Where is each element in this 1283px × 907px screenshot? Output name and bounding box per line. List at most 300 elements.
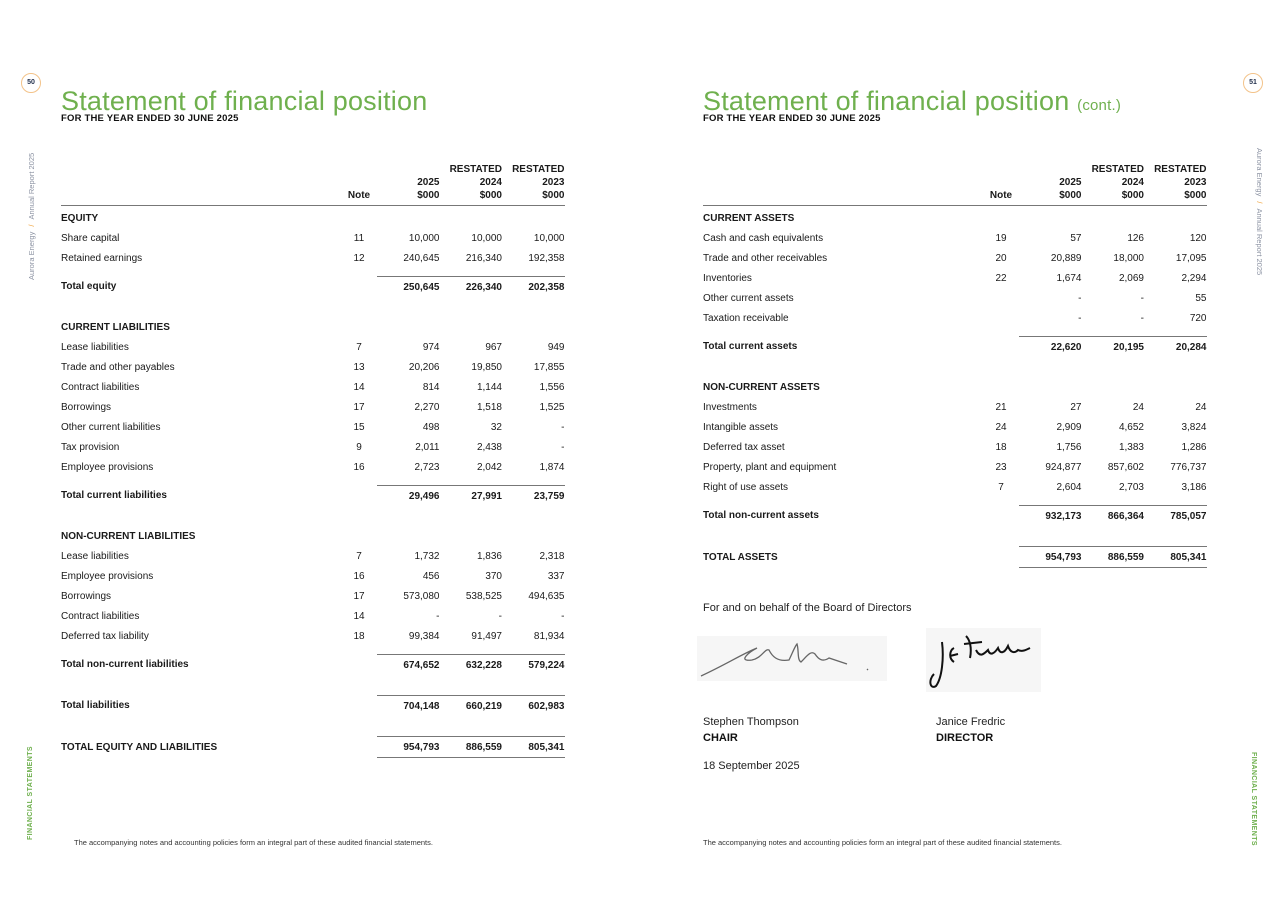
header-2023	[502, 163, 565, 206]
table-row	[61, 248, 565, 268]
value-2025: 27	[1070, 401, 1082, 413]
empty-cell	[1144, 208, 1207, 228]
value-2023: 337	[547, 570, 565, 582]
table-row	[703, 477, 1207, 497]
line-item-label: Contract liabilities	[61, 610, 140, 622]
row-spacer	[703, 497, 1207, 506]
header-label	[61, 163, 341, 206]
value-2025: 2,011	[415, 441, 440, 453]
value-2024: 19,850	[471, 361, 502, 373]
line-item-label: Other current liabilities	[61, 421, 161, 433]
line-item-label: Trade and other payables	[61, 361, 175, 373]
table-row	[703, 308, 1207, 328]
total-2024: 632,228	[440, 655, 503, 676]
total-label: Total current assets	[703, 341, 798, 353]
empty-cell	[1144, 377, 1207, 397]
assets-table-body	[703, 206, 1207, 568]
spacer-cell	[341, 506, 377, 526]
total-2025: 954,793	[1019, 547, 1082, 568]
value-2025: 2,909	[1056, 421, 1082, 433]
empty-cell	[1019, 208, 1082, 228]
value-2023: 1,286	[1181, 441, 1207, 453]
table-row	[61, 457, 565, 477]
empty-cell	[341, 526, 377, 546]
spacer-cell	[1082, 497, 1145, 506]
line-item-note: 24	[995, 421, 1007, 433]
line-item-note: 17	[353, 401, 365, 413]
signer-role-director: DIRECTOR	[936, 732, 994, 744]
value-2023: 1,874	[539, 461, 565, 473]
line-item-label: Other current assets	[703, 292, 794, 304]
spacer-cell	[1082, 328, 1145, 337]
table-header	[703, 163, 1207, 206]
header-note: Note	[983, 163, 1019, 206]
table-row	[61, 357, 565, 377]
spacer-cell	[341, 268, 377, 277]
page-number-badge: 50	[21, 73, 41, 93]
value-2025: -	[1078, 292, 1082, 304]
value-2024: 1,383	[1118, 441, 1144, 453]
total-2024: 27,991	[440, 486, 503, 507]
total-2024: 886,559	[440, 737, 503, 758]
brand-report: Annual Report 2025	[1255, 208, 1264, 276]
header-label	[703, 163, 983, 206]
row-spacer	[61, 477, 565, 486]
chair-signature	[697, 636, 887, 681]
header-2024	[1082, 163, 1145, 206]
spacer-cell	[1019, 357, 1082, 377]
value-2023: 1,556	[539, 381, 565, 393]
spacer-cell	[377, 268, 440, 277]
line-item-label: Trade and other receivables	[703, 252, 828, 264]
value-2023: -	[561, 441, 565, 453]
section-heading: CURRENT ASSETS	[703, 212, 795, 224]
header-2025-line2: 2025	[1059, 177, 1082, 188]
value-2025: 2,723	[414, 461, 440, 473]
value-2023: 17,855	[533, 361, 565, 373]
spacer-cell	[1144, 328, 1207, 337]
row-spacer	[61, 506, 565, 526]
value-2025: 2,604	[1056, 481, 1082, 493]
spacer-cell	[502, 477, 565, 486]
line-item-note: 20	[995, 252, 1007, 264]
table-row	[61, 626, 565, 646]
line-item-label: Retained earnings	[61, 252, 143, 264]
spacer-cell	[983, 357, 1019, 377]
empty-cell	[1082, 208, 1145, 228]
row-spacer	[703, 357, 1207, 377]
table-row	[61, 377, 565, 397]
spacer-cell	[440, 646, 503, 655]
table-row	[703, 288, 1207, 308]
director-signature	[926, 628, 1041, 692]
value-2023: 776,737	[1170, 461, 1207, 473]
value-2023: 55	[1195, 292, 1207, 304]
header-2024	[440, 163, 503, 206]
total-label: Total liabilities	[61, 700, 130, 712]
total-2024: 660,219	[440, 696, 503, 717]
empty-cell	[983, 377, 1019, 397]
total-2025: 674,652	[377, 655, 440, 676]
line-item-label: Cash and cash equivalents	[703, 232, 824, 244]
total-2024: 226,340	[440, 277, 503, 298]
empty-cell	[983, 337, 1019, 358]
header-2025-line2: 2025	[417, 177, 440, 188]
header-2025-line3: $000	[1059, 190, 1082, 201]
line-item-label: Borrowings	[61, 401, 112, 413]
line-item-note: 15	[353, 421, 365, 433]
line-item-label: Deferred tax liability	[61, 630, 149, 642]
line-item-label: Inventories	[703, 272, 752, 284]
spacer-cell	[440, 506, 503, 526]
spacer-cell	[61, 477, 341, 486]
total-2023: 602,983	[502, 696, 565, 717]
spacer-cell	[377, 477, 440, 486]
value-2025: 2,270	[414, 401, 440, 413]
line-item-note: 14	[353, 610, 365, 622]
value-2025: 924,877	[1045, 461, 1082, 473]
header-2023	[1144, 163, 1207, 206]
line-item-note: 9	[356, 441, 362, 453]
spacer-cell	[61, 646, 341, 655]
line-item-label: Tax provision	[61, 441, 120, 453]
row-spacer	[703, 526, 1207, 547]
total-2025: 704,148	[377, 696, 440, 717]
empty-cell	[440, 208, 503, 228]
spacer-cell	[502, 716, 565, 737]
total-2025: 954,793	[377, 737, 440, 758]
spacer-cell	[341, 477, 377, 486]
value-2023: 10,000	[533, 232, 565, 244]
spacer-cell	[341, 297, 377, 317]
section-heading: NON-CURRENT LIABILITIES	[61, 530, 196, 542]
section-heading: CURRENT LIABILITIES	[61, 321, 170, 333]
line-item-label: Lease liabilities	[61, 341, 129, 353]
page-title-text: Statement of financial position	[703, 86, 1070, 117]
spacer-cell	[983, 526, 1019, 547]
brand-separator: /	[1255, 201, 1264, 204]
spacer-cell	[983, 328, 1019, 337]
section-heading: EQUITY	[61, 212, 99, 224]
section-heading-row	[703, 208, 1207, 228]
total-label: Total non-current assets	[703, 510, 819, 522]
spacer-cell	[1019, 328, 1082, 337]
total-row	[61, 486, 565, 507]
section-heading-row	[61, 208, 565, 228]
row-spacer	[61, 675, 565, 696]
spacer-cell	[502, 297, 565, 317]
spacer-cell	[1019, 497, 1082, 506]
table-row	[61, 337, 565, 357]
total-row	[61, 277, 565, 298]
brand-company: Aurora Energy	[27, 231, 36, 280]
empty-cell	[502, 317, 565, 337]
value-2023: 3,824	[1181, 421, 1207, 433]
total-2025: 250,645	[377, 277, 440, 298]
spacer-cell	[1082, 357, 1145, 377]
empty-cell	[983, 506, 1019, 527]
line-item-label: Deferred tax asset	[703, 441, 785, 453]
spacer-cell	[377, 675, 440, 696]
signer-role-chair: CHAIR	[703, 732, 738, 744]
value-2023: 2,318	[539, 550, 565, 562]
table-row	[61, 606, 565, 626]
line-item-note: 18	[995, 441, 1007, 453]
spacer-cell	[502, 268, 565, 277]
header-2025-line1	[1019, 163, 1082, 176]
line-item-label: Contract liabilities	[61, 381, 140, 393]
spacer-cell	[377, 297, 440, 317]
total-row	[61, 655, 565, 676]
table-row	[61, 566, 565, 586]
empty-cell	[983, 547, 1019, 568]
value-2024: 2,042	[476, 461, 502, 473]
header-2023-line3: $000	[542, 190, 565, 201]
line-item-label: Employee provisions	[61, 461, 154, 473]
line-item-label: Share capital	[61, 232, 120, 244]
total-label: Total non-current liabilities	[61, 659, 189, 671]
table-row	[61, 228, 565, 248]
empty-cell	[341, 737, 377, 758]
value-2024: 1,518	[476, 401, 502, 413]
value-2024: 10,000	[471, 232, 502, 244]
spacer-cell	[440, 675, 503, 696]
empty-cell	[440, 317, 503, 337]
header-2025-line1	[377, 163, 440, 176]
value-2023: 17,095	[1175, 252, 1207, 264]
total-2023: 785,057	[1144, 506, 1207, 527]
spacer-cell	[1144, 357, 1207, 377]
spacer-cell	[1082, 526, 1145, 547]
line-item-note: 18	[353, 630, 365, 642]
value-2023: 120	[1189, 232, 1207, 244]
line-item-note: 23	[995, 461, 1007, 473]
value-2025: 1,674	[1056, 272, 1082, 284]
value-2024: -	[1140, 292, 1144, 304]
header-2024-line2: 2024	[479, 177, 502, 188]
value-2023: 192,358	[528, 252, 565, 264]
value-2023: -	[561, 610, 565, 622]
value-2024: 967	[485, 341, 502, 353]
row-spacer	[61, 268, 565, 277]
table-row	[61, 417, 565, 437]
assets-table	[703, 163, 1207, 568]
spacer-cell	[440, 477, 503, 486]
table-header	[61, 163, 565, 206]
grand-total-row	[703, 547, 1207, 568]
total-label: TOTAL EQUITY AND LIABILITIES	[61, 741, 218, 753]
spacer-cell	[440, 268, 503, 277]
spacer-cell	[440, 716, 503, 737]
header-2024-line2: 2024	[1121, 177, 1144, 188]
empty-cell	[1019, 377, 1082, 397]
empty-cell	[341, 696, 377, 717]
empty-cell	[341, 655, 377, 676]
table-row	[703, 248, 1207, 268]
line-item-note: 16	[353, 570, 365, 582]
value-2023: -	[561, 421, 565, 433]
total-2023: 23,759	[502, 486, 565, 507]
spacer-cell	[61, 716, 341, 737]
empty-cell	[1082, 377, 1145, 397]
value-2024: 18,000	[1113, 252, 1144, 264]
spacer-cell	[61, 297, 341, 317]
value-2024: 216,340	[465, 252, 502, 264]
value-2023: 1,525	[539, 401, 565, 413]
page-title-text: Statement of financial position	[61, 86, 428, 117]
value-2023: 3,186	[1181, 481, 1207, 493]
liabilities-table-body	[61, 206, 565, 758]
total-2024: 886,559	[1082, 547, 1145, 568]
spacer-cell	[703, 526, 983, 547]
total-2023: 20,284	[1144, 337, 1207, 358]
value-2024: 2,069	[1118, 272, 1144, 284]
header-2024-line1: RESTATED	[1091, 164, 1144, 175]
spacer-cell	[377, 646, 440, 655]
spacer-cell	[341, 675, 377, 696]
header-2023-line2: 2023	[1184, 177, 1207, 188]
line-item-note: 21	[995, 401, 1007, 413]
value-2025: 814	[422, 381, 440, 393]
page-subtitle: FOR THE YEAR ENDED 30 JUNE 2025	[61, 113, 239, 124]
value-2024: -	[1140, 312, 1144, 324]
value-2024: 126	[1127, 232, 1144, 244]
total-2024: 20,195	[1082, 337, 1145, 358]
spacer-cell	[377, 506, 440, 526]
spacer-cell	[502, 675, 565, 696]
line-item-note	[983, 308, 1019, 328]
table-row	[703, 397, 1207, 417]
value-2023: 2,294	[1181, 272, 1207, 284]
section-heading-row	[703, 377, 1207, 397]
signer-name-director: Janice Fredric	[936, 716, 1006, 728]
row-spacer	[61, 646, 565, 655]
value-2024: 24	[1132, 401, 1144, 413]
value-2023: 720	[1189, 312, 1207, 324]
total-row	[703, 506, 1207, 527]
value-2024: 1,836	[476, 550, 502, 562]
value-2023: 24	[1195, 401, 1207, 413]
table-row	[61, 586, 565, 606]
empty-cell	[377, 208, 440, 228]
value-2024: -	[498, 610, 502, 622]
empty-cell	[341, 486, 377, 507]
liabilities-table	[61, 163, 565, 758]
header-2025	[1019, 163, 1082, 206]
value-2025: 20,889	[1050, 252, 1082, 264]
line-item-note: 13	[353, 361, 365, 373]
empty-cell	[341, 277, 377, 298]
value-2025: 99,384	[408, 630, 440, 642]
total-label: Total current liabilities	[61, 490, 167, 502]
section-heading-row	[61, 317, 565, 337]
value-2025: 974	[422, 341, 440, 353]
value-2025: 57	[1070, 232, 1082, 244]
line-item-label: Intangible assets	[703, 421, 779, 433]
total-label: TOTAL ASSETS	[703, 551, 778, 563]
value-2024: 2,438	[476, 441, 502, 453]
value-2023: 949	[547, 341, 565, 353]
line-item-label: Lease liabilities	[61, 550, 129, 562]
line-item-note: 7	[356, 341, 362, 353]
total-2023: 579,224	[502, 655, 565, 676]
value-2024: 857,602	[1107, 461, 1144, 473]
side-section-label: FINANCIAL STATEMENTS	[1250, 752, 1257, 846]
spacer-cell	[983, 497, 1019, 506]
left-page	[0, 0, 641, 907]
spacer-cell	[1019, 526, 1082, 547]
footnote: The accompanying notes and accounting policies form an integral part of these audited financial statements.	[74, 838, 433, 847]
total-2023: 805,341	[1144, 547, 1207, 568]
value-2024: 32	[490, 421, 502, 433]
spacer-cell	[1144, 497, 1207, 506]
value-2024: 4,652	[1118, 421, 1144, 433]
spacer-cell	[377, 716, 440, 737]
line-item-note: 12	[353, 252, 365, 264]
line-item-label: Employee provisions	[61, 570, 154, 582]
total-2025: 22,620	[1019, 337, 1082, 358]
footnote: The accompanying notes and accounting policies form an integral part of these audited financial statements.	[703, 838, 1062, 847]
row-spacer	[703, 328, 1207, 337]
line-item-note: 16	[353, 461, 365, 473]
value-2025: 1,756	[1056, 441, 1082, 453]
line-item-note: 14	[353, 381, 365, 393]
line-item-label: Taxation receivable	[703, 312, 789, 324]
value-2024: 2,703	[1118, 481, 1144, 493]
spacer-cell	[341, 646, 377, 655]
spacer-cell	[61, 675, 341, 696]
table-row	[61, 397, 565, 417]
header-2023-line2: 2023	[542, 177, 565, 188]
line-item-note: 22	[995, 272, 1007, 284]
title-suffix: (cont.)	[1077, 97, 1122, 115]
sign-date: 18 September 2025	[703, 760, 800, 772]
value-2024: 370	[485, 570, 502, 582]
spacer-cell	[703, 357, 983, 377]
line-item-note	[983, 288, 1019, 308]
header-2024-line3: $000	[479, 190, 502, 201]
row-spacer	[61, 297, 565, 317]
total-2024: 866,364	[1082, 506, 1145, 527]
empty-cell	[502, 208, 565, 228]
line-item-label: Right of use assets	[703, 481, 789, 493]
section-heading-row	[61, 526, 565, 546]
table-row	[61, 437, 565, 457]
value-2025: 498	[422, 421, 440, 433]
header-2023-line1: RESTATED	[512, 164, 565, 175]
value-2024: 91,497	[471, 630, 502, 642]
empty-cell	[341, 317, 377, 337]
line-item-note: 11	[353, 232, 365, 244]
table-row	[61, 546, 565, 566]
total-row	[703, 337, 1207, 358]
brand-separator: /	[27, 224, 36, 227]
spacer-cell	[1144, 526, 1207, 547]
total-2025: 29,496	[377, 486, 440, 507]
value-2024: 1,144	[476, 381, 502, 393]
header-2023-line1: RESTATED	[1154, 164, 1207, 175]
board-behalf-text: For and on behalf of the Board of Directors	[703, 602, 912, 614]
header-2023-line3: $000	[1184, 190, 1207, 201]
signer-name-chair: Stephen Thompson	[703, 716, 799, 728]
line-item-note: 19	[995, 232, 1007, 244]
side-section-label: FINANCIAL STATEMENTS	[27, 746, 34, 840]
page-subtitle: FOR THE YEAR ENDED 30 JUNE 2025	[703, 113, 881, 124]
header-2024-line3: $000	[1121, 190, 1144, 201]
line-item-label: Borrowings	[61, 590, 112, 602]
value-2025: -	[436, 610, 440, 622]
value-2025: 20,206	[408, 361, 440, 373]
